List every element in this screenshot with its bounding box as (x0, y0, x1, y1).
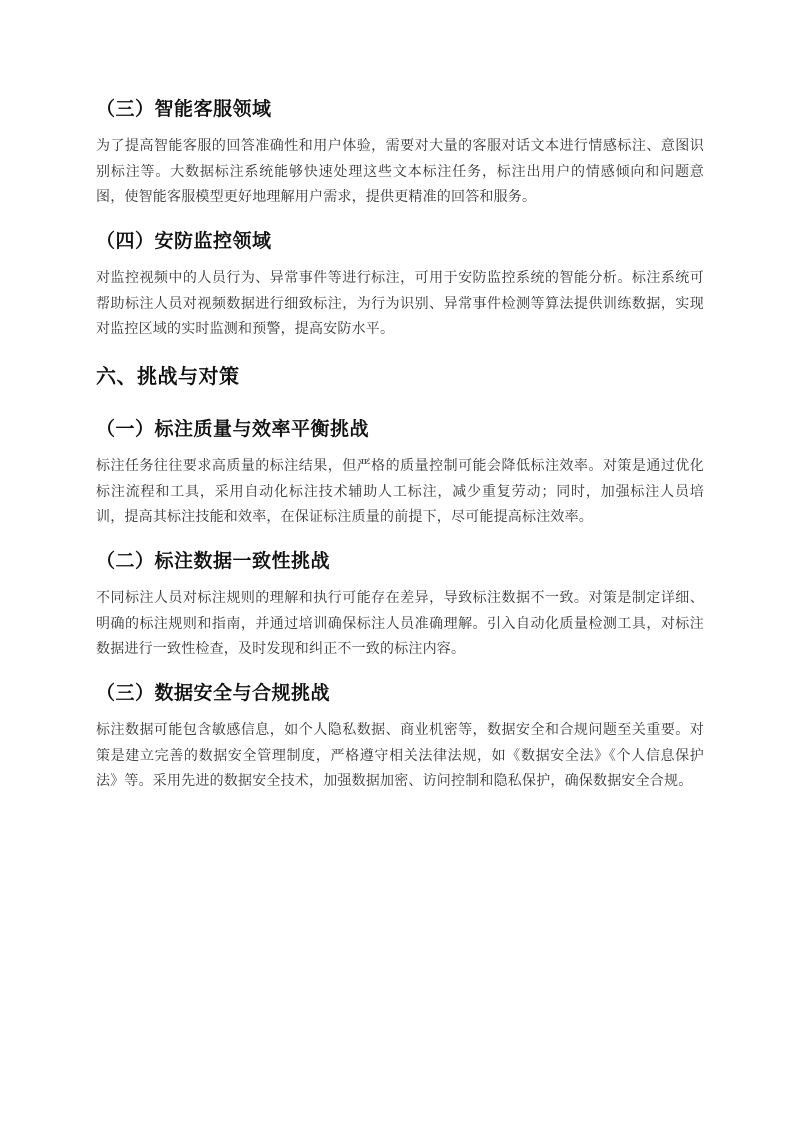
chapter-challenges (96, 362, 704, 390)
challenge-heading: （三）数据安全与合规挑战 (96, 682, 331, 704)
section-heading: （三）智能客服领域 (96, 98, 272, 120)
challenge-heading: （一）标注质量与效率平衡挑战 (96, 418, 370, 440)
challenge-paragraph: 标注任务往往要求高质量的标注结果，但严格的质量控制可能会降低标注效率。对策是通过优化标注流程和工具，采用自动化标注技术辅助人工标注，减少重复劳动；同时，加强标注人员培训，提高其标注技能和效率，在保证标注质量的前提下，尽可能提高标注效率。 (96, 458, 704, 525)
section-security-monitoring (96, 228, 704, 343)
challenge-paragraph: 标注数据可能包含敏感信息，如个人隐私数据、商业机密等，数据安全和合规问题至关重要。对策是建立完善的数据安全管理制度，严格遵守相关法律法规，如《数据安全法》《个人信息保护法》等。采用先进的数据安全技术，加强数据加密、访问控制和隐私保护，确保数据安全合规。 (96, 722, 704, 789)
chapter-heading: 六、挑战与对策 (96, 364, 240, 388)
section-paragraph: 为了提高智能客服的回答准确性和用户体验，需要对大量的客服对话文本进行情感标注、意图识别标注等。大数据标注系统能够快速处理这些文本标注任务，标注出用户的情感倾向和问题意图，使智能客服模型更好地理解用户需求，提供更精准的回答和服务。 (96, 138, 704, 205)
challenge-heading: （二）标注数据一致性挑战 (96, 550, 331, 572)
challenge-quality-efficiency (96, 416, 704, 531)
section-paragraph: 对监控视频中的人员行为、异常事件等进行标注，可用于安防监控系统的智能分析。标注系统可帮助标注人员对视频数据进行细致标注，为行为识别、异常事件检测等算法提供训练数据，实现对监控区域的实时监测和预警，提高安防水平。 (96, 270, 704, 337)
section-smart-customer-service (96, 96, 704, 211)
section-heading: （四）安防监控领域 (96, 230, 272, 252)
challenge-paragraph: 不同标注人员对标注规则的理解和执行可能存在差异，导致标注数据不一致。对策是制定详细、明确的标注规则和指南，并通过培训确保标注人员准确理解。引入自动化质量检测工具，对标注数据进行一致性检查，及时发现和纠正不一致的标注内容。 (96, 590, 704, 657)
challenge-consistency (96, 548, 704, 663)
challenge-security-compliance (96, 680, 704, 795)
